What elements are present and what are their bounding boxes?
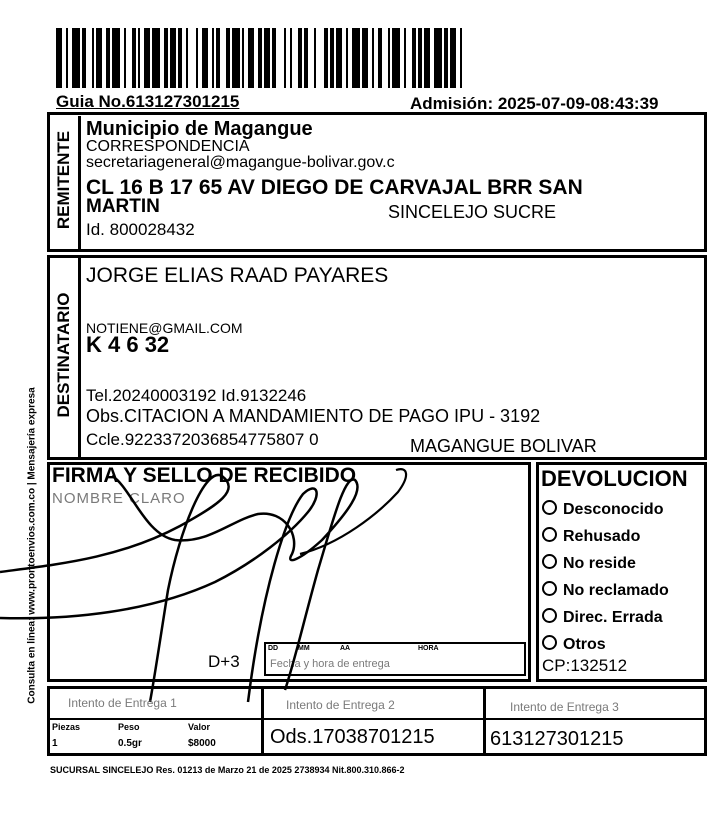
barcode-space <box>276 28 284 88</box>
radio-circle-icon <box>542 581 557 596</box>
service-code: D+3 <box>208 652 240 671</box>
return-option-rehusado[interactable]: Rehusado <box>542 523 669 550</box>
barcode-bar <box>352 28 360 88</box>
return-title: DEVOLUCION <box>541 466 688 491</box>
recipient-observations: Obs.CITACION A MANDAMIENTO DE PAGO IPU - 3192 <box>86 406 541 426</box>
barcode-bar <box>232 28 240 88</box>
barcode-space <box>316 28 324 88</box>
package-values <box>52 738 216 749</box>
sender-divider <box>78 116 81 250</box>
radio-circle-icon <box>542 554 557 569</box>
recipient-ccie: Ccle.9223372036854775807 0 <box>86 430 319 449</box>
date-header-hora: HORA <box>418 645 439 652</box>
barcode <box>56 28 686 88</box>
ods-number: Ods.17038701215 <box>270 726 435 748</box>
barcode-space <box>462 28 466 88</box>
sender-city: SINCELEJO SUCRE <box>388 202 557 222</box>
recipient-city: MAGANGUE BOLIVAR <box>410 436 597 456</box>
sender-id: Id. 800028432 <box>86 220 195 239</box>
footer-legal: SUCURSAL SINCELEJO Res. 01213 de Marzo 21 de 2025 2738934 Nit.800.310.866-2 <box>50 765 405 775</box>
delivery-date-caption: Fecha y hora de entrega <box>270 658 390 670</box>
value-header: Valor <box>188 722 211 732</box>
barcode-bar <box>72 28 80 88</box>
attempt-3-label: Intento de Entrega 3 <box>510 700 619 714</box>
barcode-space <box>188 28 196 88</box>
declared-value: $8000 <box>188 738 216 749</box>
tracking-number: 613127301215 <box>490 728 624 750</box>
recipient-phone-id: Tel.20240003192 Id.9132246 <box>86 386 307 405</box>
attempts-divider-1 <box>261 688 264 754</box>
sender-address-line2: MARTIN <box>86 196 160 217</box>
attempt-2-label: Intento de Entrega 2 <box>286 698 395 712</box>
barcode-bar <box>112 28 120 88</box>
sender-type: CORRESPONDENCIA <box>86 138 250 155</box>
return-option-no-reside[interactable]: No reside <box>542 550 669 577</box>
radio-circle-icon <box>542 527 557 542</box>
date-header-aa: AA <box>340 645 351 652</box>
side-website-text: Consulta en línea: www.prontoenvios.com.co | Mensajería expresa <box>26 387 38 704</box>
recipient-email: NOTIENE@GMAIL.COM <box>86 320 243 336</box>
guide-number: Guia No.613127301215 <box>56 92 240 111</box>
recipient-label: DESTINATARIO <box>54 292 73 418</box>
return-option-otros[interactable]: Otros <box>542 631 669 658</box>
return-option-no-reclamado[interactable]: No reclamado <box>542 577 669 604</box>
return-options <box>542 496 669 658</box>
pieces-header: Piezas <box>52 722 81 732</box>
handwritten-signature <box>0 440 420 710</box>
barcode-bar <box>152 28 160 88</box>
sender-address-line1: CL 16 B 17 65 AV DIEGO DE CARVAJAL BRR SAN <box>86 176 583 199</box>
return-option-desconocido[interactable]: Desconocido <box>542 496 669 523</box>
sender-name: Municipio de Magangue <box>86 118 313 140</box>
admission-timestamp: Admisión: 2025-07-09-08:43:39 <box>410 94 659 113</box>
recipient-address: K 4 6 32 <box>86 332 170 357</box>
recipient-name: JORGE ELIAS RAAD PAYARES <box>86 264 389 287</box>
postal-code: CP:132512 <box>542 656 628 675</box>
receipt-name-label: NOMBRE CLARO <box>52 490 186 507</box>
date-header-mm: MM <box>298 645 310 652</box>
package-headers <box>52 722 210 732</box>
attempt-1-label: Intento de Entrega 1 <box>68 696 177 710</box>
weight-value: 0.5gr <box>118 738 142 749</box>
return-option-direc-errada[interactable]: Direc. Errada <box>542 604 669 631</box>
receipt-title: FIRMA Y SELLO DE RECIBIDO <box>52 464 357 487</box>
attempts-divider-2 <box>483 688 486 754</box>
attempts-row-divider <box>49 718 705 720</box>
date-header-dd: DD <box>268 645 279 652</box>
radio-circle-icon <box>542 608 557 623</box>
barcode-bar <box>434 28 442 88</box>
radio-circle-icon <box>542 635 557 650</box>
sender-label: REMITENTE <box>54 130 73 230</box>
barcode-bar <box>392 28 400 88</box>
recipient-divider <box>78 258 81 458</box>
radio-circle-icon <box>542 500 557 515</box>
weight-header: Peso <box>118 722 140 732</box>
pieces-value: 1 <box>52 738 58 749</box>
sender-email: secretariageneral@magangue-bolivar.gov.c <box>86 154 395 171</box>
